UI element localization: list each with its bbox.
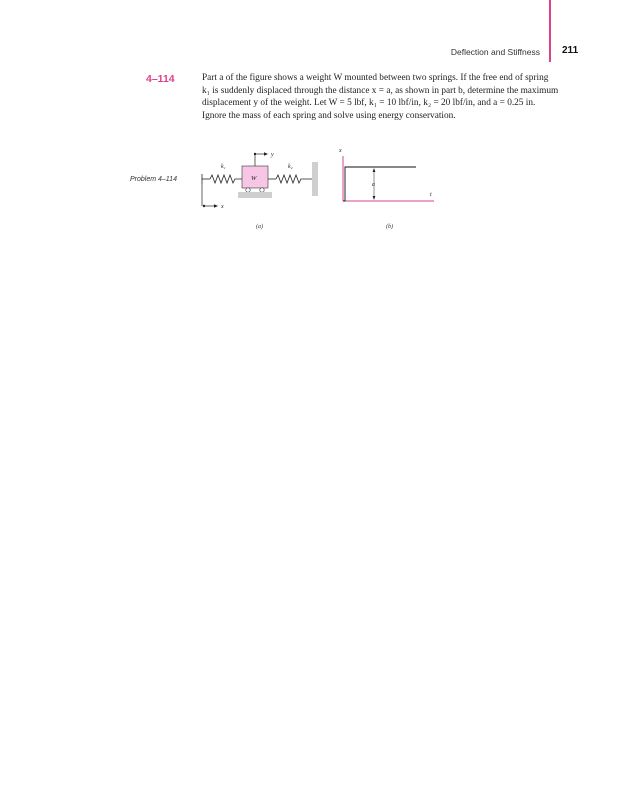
problem-line: k₁ is suddenly displaced through the distance x = a, as shown in part b, determine the maximum [202, 85, 559, 96]
ground [238, 192, 272, 198]
spring-k1-label: k₁ [221, 164, 226, 170]
arrowhead-icon [214, 204, 218, 207]
problem-figure [190, 140, 450, 235]
wheel-icon [260, 188, 264, 192]
problem-number: 4–114 [146, 73, 175, 85]
y-axis-label: y [271, 152, 274, 158]
arrowhead-icon [373, 196, 376, 200]
spring-k2-label: k₂ [288, 164, 293, 170]
step-amplitude-label: a [372, 182, 375, 188]
arrowhead-icon [264, 152, 268, 155]
running-header-title: Deflection and Stiffness [450, 47, 540, 57]
header-accent-rule [549, 0, 551, 62]
spring-k2 [276, 175, 312, 183]
step-curve [343, 167, 416, 201]
weight-label: W [251, 175, 257, 182]
part-a-caption: (a) [256, 224, 263, 230]
graph-vertical-axis-label: x [339, 148, 342, 154]
wheel-icon [246, 188, 250, 192]
spring-k1 [210, 175, 242, 183]
arrowhead-icon [373, 168, 376, 172]
problem-line: Ignore the mass of each spring and solve using energy conservation. [202, 110, 456, 121]
problem-line: Part a of the figure shows a weight W mounted between two springs. If the free end of spring [202, 73, 549, 83]
problem-line: displacement y of the weight. Let W = 5 lbf, k₁ = 10 lbf/in, k₂ = 20 lbf/in, and a = 0.25 in. [202, 98, 536, 109]
graph-horizontal-axis-label: t [430, 192, 432, 198]
page-number: 211 [562, 45, 579, 56]
figure-label: Problem 4–114 [130, 176, 177, 183]
wall [312, 162, 318, 196]
problem-statement [202, 72, 580, 122]
x-axis-label: x [221, 204, 224, 210]
part-b-caption: (b) [386, 224, 393, 230]
